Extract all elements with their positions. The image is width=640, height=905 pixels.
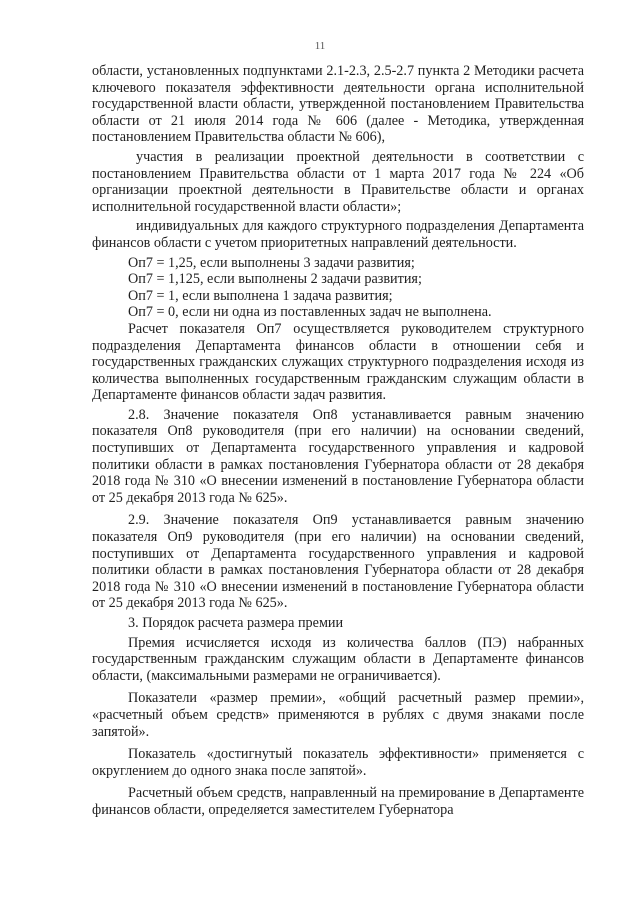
document-body bbox=[92, 63, 584, 822]
section-heading: 3. Порядок расчета размера премии bbox=[128, 615, 344, 631]
formula-line: Оп7 = 0, если ни одна из поставленных задач не выполнена. bbox=[128, 304, 492, 321]
paragraph: индивидуальных для каждого структурного подразделения Департамента финансов области с учетом приоритетных направлений деятельности. bbox=[92, 218, 584, 251]
paragraph: 2.8. Значение показателя Оп8 устанавливается равным значению показателя Оп8 руководителя (при его наличии) на основании сведений, поступивших от Департамента государственного управления и кадровой политики области в рамках постановления Губернатора области от 28 декабря 2018 года № 310 «О внесении изменений в постановление Губернатора области от 25 декабря 2013 года № 625». bbox=[92, 406, 584, 506]
paragraph: Расчетный объем средств, направленный на премирование в Департаменте финансов области, определяется заместителем Губернатора bbox=[92, 785, 584, 818]
page-number: 11 bbox=[314, 40, 326, 52]
paragraph: Показатели «размер премии», «общий расчетный размер премии», «расчетный объем средств» применяются в рублях с двумя знаками после запятой». bbox=[92, 690, 584, 740]
formula-line: Оп7 = 1,125, если выполнены 2 задачи развития; bbox=[128, 271, 422, 288]
paragraph: области, установленных подпунктами 2.1-2.3, 2.5-2.7 пункта 2 Методики расчета ключевого показателя эффективности деятельности органа исполнительной государственной власти области, утвержденной постановлением Правительства области от 21 июля 2014 года № 606 (далее - Методика, утвержденная постановлением Правительства области № 606), bbox=[92, 63, 584, 146]
paragraph: участия в реализации проектной деятельности в соответствии с постановлением Правительства области от 1 марта 2017 года № 224 «Об организации проектной деятельности в Правительстве области и органах исполнительной государственной власти области»; bbox=[92, 148, 584, 215]
paragraph: Показатель «достигнутый показатель эффективности» применяется с округлением до одного знака после запятой». bbox=[92, 746, 584, 779]
paragraph: Премия исчисляется исходя из количества баллов (ПЭ) набранных государственным гражданским служащим области в Департаменте финансов области, (максимальными размерами не ограничивается). bbox=[92, 634, 584, 684]
paragraph: 2.9. Значение показателя Оп9 устанавливается равным значению показателя Оп9 руководителя (при его наличии) на основании сведений, поступивших от Департамента государственного управления и кадровой политики области в рамках постановления Губернатора области от 28 декабря 2018 года № 310 «О внесении изменений в постановление Губернатора области от 25 декабря 2013 года № 625». bbox=[92, 512, 584, 612]
formula-line: Оп7 = 1,25, если выполнены 3 задачи развития; bbox=[128, 254, 415, 271]
formula-line: Оп7 = 1, если выполнена 1 задача развития; bbox=[128, 287, 393, 304]
paragraph: Расчет показателя Оп7 осуществляется руководителем структурного подразделения Департамента финансов области в отношении себя и государственных гражданских служащих структурного подразделения исходя из количества выполненных государственным гражданским служащим области в Департаменте финансов области задач развития. bbox=[92, 320, 584, 404]
